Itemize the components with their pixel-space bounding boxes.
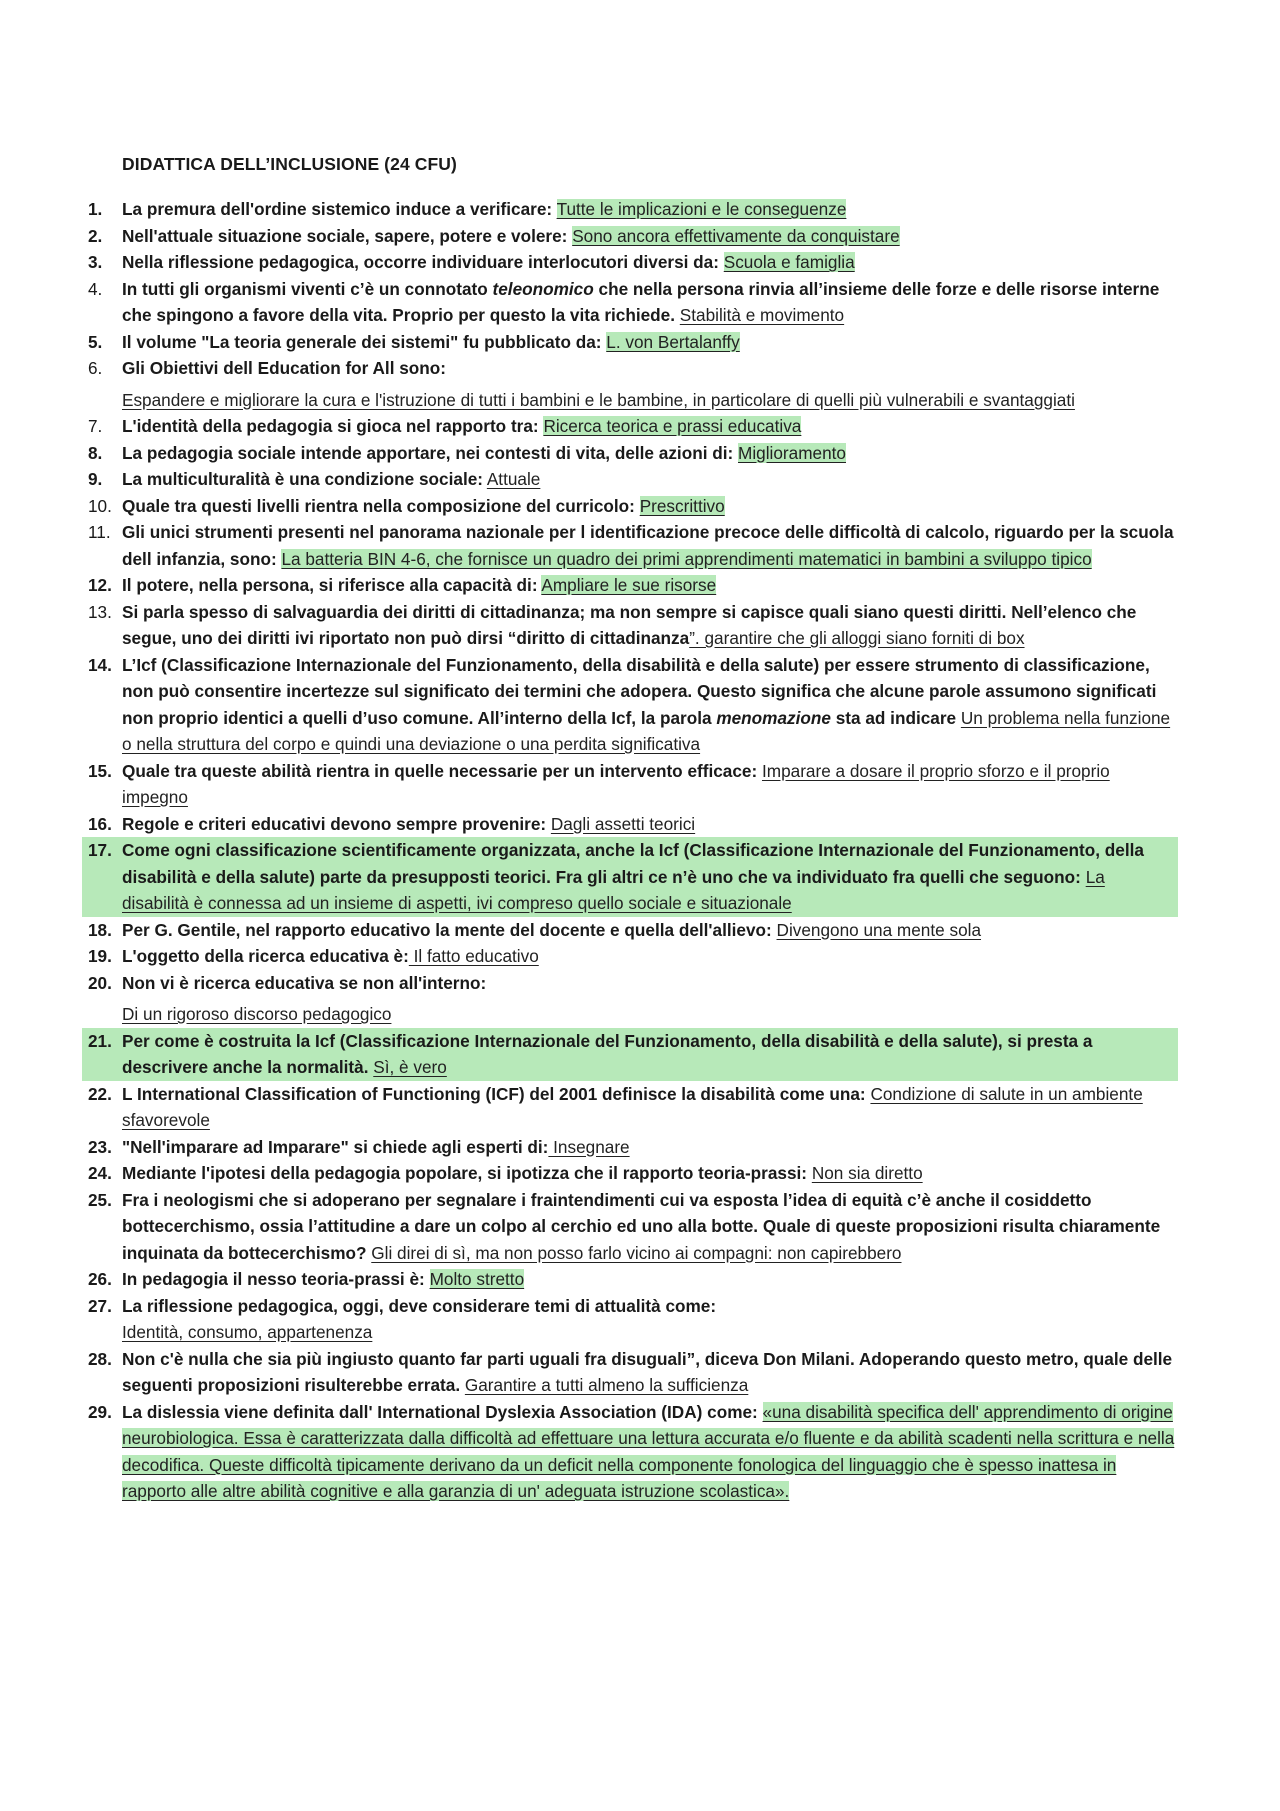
item-number: 20. bbox=[88, 972, 112, 993]
answer-text: Di un rigoroso discorso pedagogico bbox=[122, 1004, 392, 1024]
answer-text: Sono ancora effettivamente da conquistare bbox=[572, 225, 900, 246]
list-item bbox=[88, 1160, 1178, 1187]
question-text: La premura dell'ordine sistemico induce a verificare: bbox=[122, 199, 553, 219]
list-item bbox=[88, 758, 1178, 811]
question-text: Nell'attuale situazione sociale, sapere, potere e volere: bbox=[122, 225, 568, 246]
list-item bbox=[88, 493, 1178, 520]
item-number: 8. bbox=[88, 442, 103, 463]
list-item bbox=[88, 1134, 1178, 1161]
question-text: Gli Obiettivi dell Education for All sono: bbox=[122, 358, 447, 378]
item-number: 9. bbox=[88, 469, 103, 489]
item-number: 27. bbox=[88, 1295, 112, 1316]
list-item bbox=[88, 970, 1178, 1028]
question-text: Come ogni classificazione scientificamente organizzata, anche la Icf (Classificazione Internazionale del Funzionamento, della disabilità e della salute) parte da presupposti teorici. Fra gli altri ce n’è uno che va individuato fra quelli che seguono: bbox=[122, 840, 1144, 887]
item-number: 21. bbox=[88, 1030, 112, 1051]
list-item bbox=[88, 355, 1178, 413]
answer-text: Garantire a tutti almeno la sufficienza bbox=[464, 1375, 749, 1395]
list-item bbox=[88, 466, 1178, 493]
question-text: Quale tra queste abilità rientra in quelle necessarie per un intervento efficace: bbox=[122, 760, 758, 781]
item-number: 22. bbox=[88, 1083, 112, 1104]
item-number: 24. bbox=[88, 1163, 112, 1183]
answer-text: Insegnare bbox=[548, 1136, 630, 1157]
list-item bbox=[88, 249, 1178, 276]
answer-text: Divengono una mente sola bbox=[776, 919, 982, 940]
list-item bbox=[82, 837, 1178, 917]
answer-text: Attuale bbox=[486, 469, 541, 489]
question-text: Fra i neologismi che si adoperano per segnalare i fraintendimenti cui va esposta l’idea di equità c’è anche il cosiddetto bottecerchismo, ossia l’attitudine a dare un colpo al cerchio ed uno alla botte. Quale di queste proposizioni risulta chiaramente inquinata da bottecerchismo? bbox=[122, 1189, 1161, 1263]
item-number: 2. bbox=[88, 225, 103, 246]
answer-text: La batteria BIN 4-6, che fornisce un quadro dei primi apprendimenti matematici in bambini a sviluppo tipico bbox=[281, 548, 1092, 569]
question-text: sta ad indicare bbox=[835, 707, 957, 728]
document-title: DIDATTICA DELL’INCLUSIONE (24 CFU) bbox=[122, 154, 457, 174]
question-text: La multiculturalità è una condizione sociale: bbox=[122, 469, 484, 489]
question-text: L’Icf (Classificazione Internazionale del Funzionamento, della disabilità e della salute) per essere strumento di classificazione, non può consentire incertezze sul significato dei termini che adopera. Questo significa che alcune parole assumono significati non proprio identici a quelli d’uso comune. All’interno della Icf, la parola bbox=[122, 654, 1157, 728]
question-list bbox=[88, 196, 1178, 1505]
list-item bbox=[88, 1399, 1178, 1505]
answer-text: Condizione di salute in un ambiente sfavorevole bbox=[122, 1083, 1143, 1130]
list-item bbox=[88, 652, 1178, 758]
question-text: In pedagogia il nesso teoria-prassi è: bbox=[122, 1269, 425, 1289]
item-number: 26. bbox=[88, 1269, 112, 1289]
question-text: Nella riflessione pedagogica, occorre individuare interlocutori diversi da: bbox=[122, 252, 719, 272]
answer-text: Non sia diretto bbox=[811, 1163, 923, 1183]
item-number: 28. bbox=[88, 1348, 112, 1369]
answer-text: Miglioramento bbox=[738, 442, 846, 463]
item-number: 10. bbox=[88, 495, 112, 516]
question-text: "Nell'imparare ad Imparare" si chiede agli esperti di: bbox=[122, 1136, 549, 1157]
question-text: Il volume "La teoria generale dei sistemi" fu pubblicato da: bbox=[122, 331, 602, 352]
answer-text: Espandere e migliorare la cura e l'istruzione di tutti i bambini e le bambine, in particolare di quelli più vulnerabili e svantaggiati bbox=[122, 389, 1075, 410]
answer-text: Identità, consumo, appartenenza bbox=[122, 1322, 373, 1342]
item-number: 17. bbox=[88, 840, 112, 860]
answer-text: Stabilità e movimento bbox=[679, 305, 845, 325]
item-number: 19. bbox=[88, 946, 112, 966]
answer-text: Dagli assetti teorici bbox=[550, 813, 696, 834]
list-item bbox=[88, 519, 1178, 572]
question-text: In tutti gli organismi viventi c’è un connotato bbox=[122, 278, 488, 299]
list-item bbox=[88, 329, 1178, 356]
list-item bbox=[88, 440, 1178, 467]
item-number: 3. bbox=[88, 252, 103, 272]
answer-text: Scuola e famiglia bbox=[723, 252, 855, 272]
item-number: 11. bbox=[88, 522, 111, 542]
item-number: 6. bbox=[88, 358, 103, 378]
list-item bbox=[88, 811, 1178, 838]
item-number: 7. bbox=[88, 416, 103, 436]
item-number: 23. bbox=[88, 1136, 112, 1157]
list-item bbox=[88, 1346, 1178, 1399]
item-number: 14. bbox=[88, 654, 112, 675]
answer-text: Ricerca teorica e prassi educativa bbox=[543, 416, 802, 436]
question-text: L'oggetto della ricerca educativa è: bbox=[122, 946, 409, 966]
item-number: 4. bbox=[88, 278, 103, 299]
answer-text: Imparare a dosare il proprio sforzo e il proprio impegno bbox=[122, 760, 1110, 807]
question-text: L International Classification of Functioning (ICF) del 2001 definisce la disabilità come una: bbox=[122, 1083, 866, 1104]
answer-text: Tutte le implicazioni e le conseguenze bbox=[556, 199, 847, 219]
answer-text: «una disabilità specifica dell' apprendimento di origine neurobiologica. Essa è caratterizzata dalla difficoltà ad effettuare una lettura accurata e/o fluente e da abilità scadenti nella scrittura e nella decodifica. Queste difficoltà tipicamente derivano da un deficit nella componente fonologica del linguaggio che è spesso inattesa in rapporto alle altre abilità cognitive e alla garanzia di un' adeguata istruzione scolastica». bbox=[122, 1401, 1175, 1501]
list-item bbox=[88, 1293, 1178, 1346]
item-number: 16. bbox=[88, 813, 112, 834]
list-item bbox=[88, 1266, 1178, 1293]
list-item bbox=[88, 196, 1178, 223]
list-item bbox=[88, 413, 1178, 440]
question-text: Il potere, nella persona, si riferisce alla capacità di: bbox=[122, 575, 538, 595]
item-number: 13. bbox=[88, 601, 112, 622]
question-text: Gli unici strumenti presenti nel panorama nazionale per l identificazione precoce delle difficoltà di calcolo, riguardo per la scuola dell infanzia, sono: bbox=[122, 522, 1174, 569]
item-number: 15. bbox=[88, 760, 112, 781]
item-number: 5. bbox=[88, 331, 103, 352]
question-text: Per G. Gentile, nel rapporto educativo la mente del docente e quella dell'allievo: bbox=[122, 919, 772, 940]
item-number: 18. bbox=[88, 919, 112, 940]
question-emphasis: teleonomico bbox=[492, 278, 594, 299]
question-text: L'identità della pedagogia si gioca nel rapporto tra: bbox=[122, 416, 539, 436]
answer-text: Ampliare le sue risorse bbox=[541, 575, 717, 595]
question-text: Non vi è ricerca educativa se non all'interno: bbox=[122, 972, 487, 993]
answer-text: Gli direi di sì, ma non posso farlo vicino ai compagni: non capirebbero bbox=[371, 1242, 902, 1263]
question-text: Mediante l'ipotesi della pedagogia popolare, si ipotizza che il rapporto teoria-prassi: bbox=[122, 1163, 808, 1183]
answer-text: Prescrittivo bbox=[639, 495, 725, 516]
question-text: Per come è costruita la Icf (Classificazione Internazionale del Funzionamento, della disabilità e della salute), si presta a descrivere anche la normalità. bbox=[122, 1030, 1093, 1077]
question-text: La riflessione pedagogica, oggi, deve considerare temi di attualità come: bbox=[122, 1295, 717, 1316]
question-text: La pedagogia sociale intende apportare, nei contesti di vita, delle azioni di: bbox=[122, 442, 734, 463]
answer-text: Un problema nella funzione o nella struttura del corpo e quindi una deviazione o una perdita significativa bbox=[122, 707, 1171, 754]
question-text: Si parla spesso di salvaguardia dei diritti di cittadinanza; ma non sempre si capisce quali siano questi diritti. Nell’elenco che segue, uno dei diritti ivi riportato non può dirsi “diritto di cittadinanza bbox=[122, 601, 1137, 648]
list-item bbox=[88, 1081, 1178, 1134]
question-text: Regole e criteri educativi devono sempre provenire: bbox=[122, 813, 547, 834]
answer-text: ”. garantire che gli alloggi siano forniti di box bbox=[689, 628, 1025, 648]
answer-text: Molto stretto bbox=[429, 1269, 525, 1289]
item-number: 1. bbox=[88, 199, 103, 219]
item-number: 25. bbox=[88, 1189, 112, 1210]
item-number: 29. bbox=[88, 1401, 112, 1422]
list-item bbox=[88, 599, 1178, 652]
list-item bbox=[88, 1187, 1178, 1267]
answer-text: L. von Bertalanffy bbox=[606, 331, 740, 352]
list-item bbox=[88, 917, 1178, 944]
list-item bbox=[88, 223, 1178, 250]
list-item bbox=[88, 276, 1178, 329]
answer-text: Sì, è vero bbox=[373, 1057, 447, 1077]
list-item bbox=[82, 1028, 1178, 1081]
list-item bbox=[88, 572, 1178, 599]
item-number: 12. bbox=[88, 575, 112, 595]
question-text: che nella persona rinvia all’insieme delle forze e delle risorse interne che spingono a favore della vita. Proprio per questo la vita richiede. bbox=[122, 278, 1160, 325]
question-text: Non c'è nulla che sia più ingiusto quanto far parti uguali fra disuguali”, diceva Don Milani. Adoperando questo metro, quale delle seguenti proposizioni risulterebbe errata. bbox=[122, 1348, 1173, 1395]
answer-text: La disabilità è connessa ad un insieme di aspetti, ivi compreso quello sociale e situazionale bbox=[122, 866, 1105, 913]
answer-text: Il fatto educativo bbox=[408, 946, 539, 966]
question-text: La dislessia viene definita dall' International Dyslexia Association (IDA) come: bbox=[122, 1401, 758, 1422]
list-item bbox=[88, 943, 1178, 970]
question-text: Quale tra questi livelli rientra nella composizione del curricolo: bbox=[122, 495, 635, 516]
question-emphasis: menomazione bbox=[716, 707, 831, 728]
